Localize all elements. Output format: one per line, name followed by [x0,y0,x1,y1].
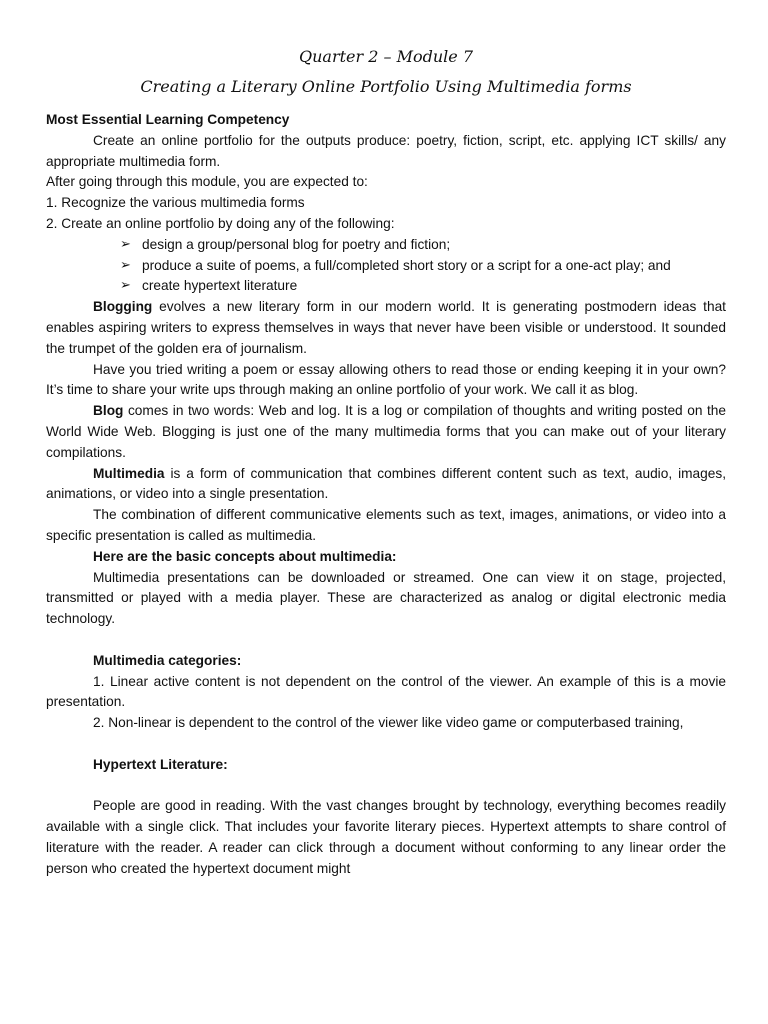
hypertext-paragraph: People are good in reading. With the vast changes brought by technology, everything becomes readily available with a single click. That includes your favorite literary pieces. Hypertext attempts to share control of literature with the reader. A reader can click through a document without conforming to any linear order the person who created the hypertext document might [46,798,726,876]
module-title: Quarter 2 – Module 7 [298,47,473,66]
objective-2: 2. Create an online portfolio by doing any of the following: [46,215,395,231]
bullet-text: produce a suite of poems, a full/completed short story or a script for a one-act play; and [142,257,671,273]
multimedia-text: is a form of communication that combines different content such as text, audio, images, animations, or video into a single presentation. [46,465,726,502]
tried-paragraph: Have you tried writing a poem or essay allowing others to read those or ending keeping it in your own? It’s time to share your write ups through making an online portfolio of your work. We call it as blog. [46,361,726,398]
blogging-paragraph [46,297,726,359]
spacer [46,776,726,797]
arrow-bullet-icon: ➢ [120,278,131,294]
bullet-item [46,256,726,277]
blog-paragraph [46,401,726,463]
expectation-text: After going through this module, you are expected to: [46,174,368,190]
objective-bullet-list [46,235,726,297]
blogging-term: Blogging [93,299,153,315]
bullet-item [46,276,726,297]
arrow-bullet-icon: ➢ [120,236,131,252]
module-subtitle: Creating a Literary Online Portfolio Using Multimedia forms [140,77,632,96]
combination-paragraph: The combination of different communicative elements such as text, images, animations, or video into a specific presentation is called as multimedia. [46,507,726,543]
multimedia-term: Multimedia [93,465,165,481]
category-2: 2. Non-linear is dependent to the control of the viewer like video game or computerbased training, [93,715,684,731]
module-page [46,44,726,879]
concepts-heading: Here are the basic concepts about multimedia: [93,548,397,564]
melc-statement: Create an online portfolio for the outputs produce: poetry, fiction, script, etc. applying ICT skills/ any appropriate multimedia form. [46,132,726,169]
melc-heading: Most Essential Learning Competency [46,112,290,127]
hypertext-heading: Hypertext Literature: [93,756,228,772]
bullet-text: design a group/personal blog for poetry and fiction; [142,236,451,252]
spacer [46,734,726,755]
categories-heading: Multimedia categories: [93,652,242,668]
bullet-text: create hypertext literature [142,278,298,294]
multimedia-paragraph [46,464,726,506]
category-1: 1. Linear active content is not dependent on the control of the viewer. An example of this is a movie presentation. [46,673,726,710]
blog-text: comes in two words: Web and log. It is a log or compilation of thoughts and writing posted on the World Wide Web. Blogging is just one of the many multimedia forms that you can make out of your literary compilations. [46,403,726,460]
blog-term: Blog [93,403,124,419]
objective-1: 1. Recognize the various multimedia forms [46,195,305,211]
concepts-paragraph: Multimedia presentations can be downloaded or streamed. One can view it on stage, projected, transmitted or played with a media player. These are characterized as analog or digital electronic media technology. [46,569,726,627]
blogging-text: evolves a new literary form in our modern world. It is generating postmodern ideas that enables aspiring writers to express themselves in ways that never have been visible or understood. It sounded the trumpet of the golden era of journalism. [46,299,726,356]
spacer [46,630,726,651]
arrow-bullet-icon: ➢ [120,257,131,273]
bullet-item [46,235,726,256]
